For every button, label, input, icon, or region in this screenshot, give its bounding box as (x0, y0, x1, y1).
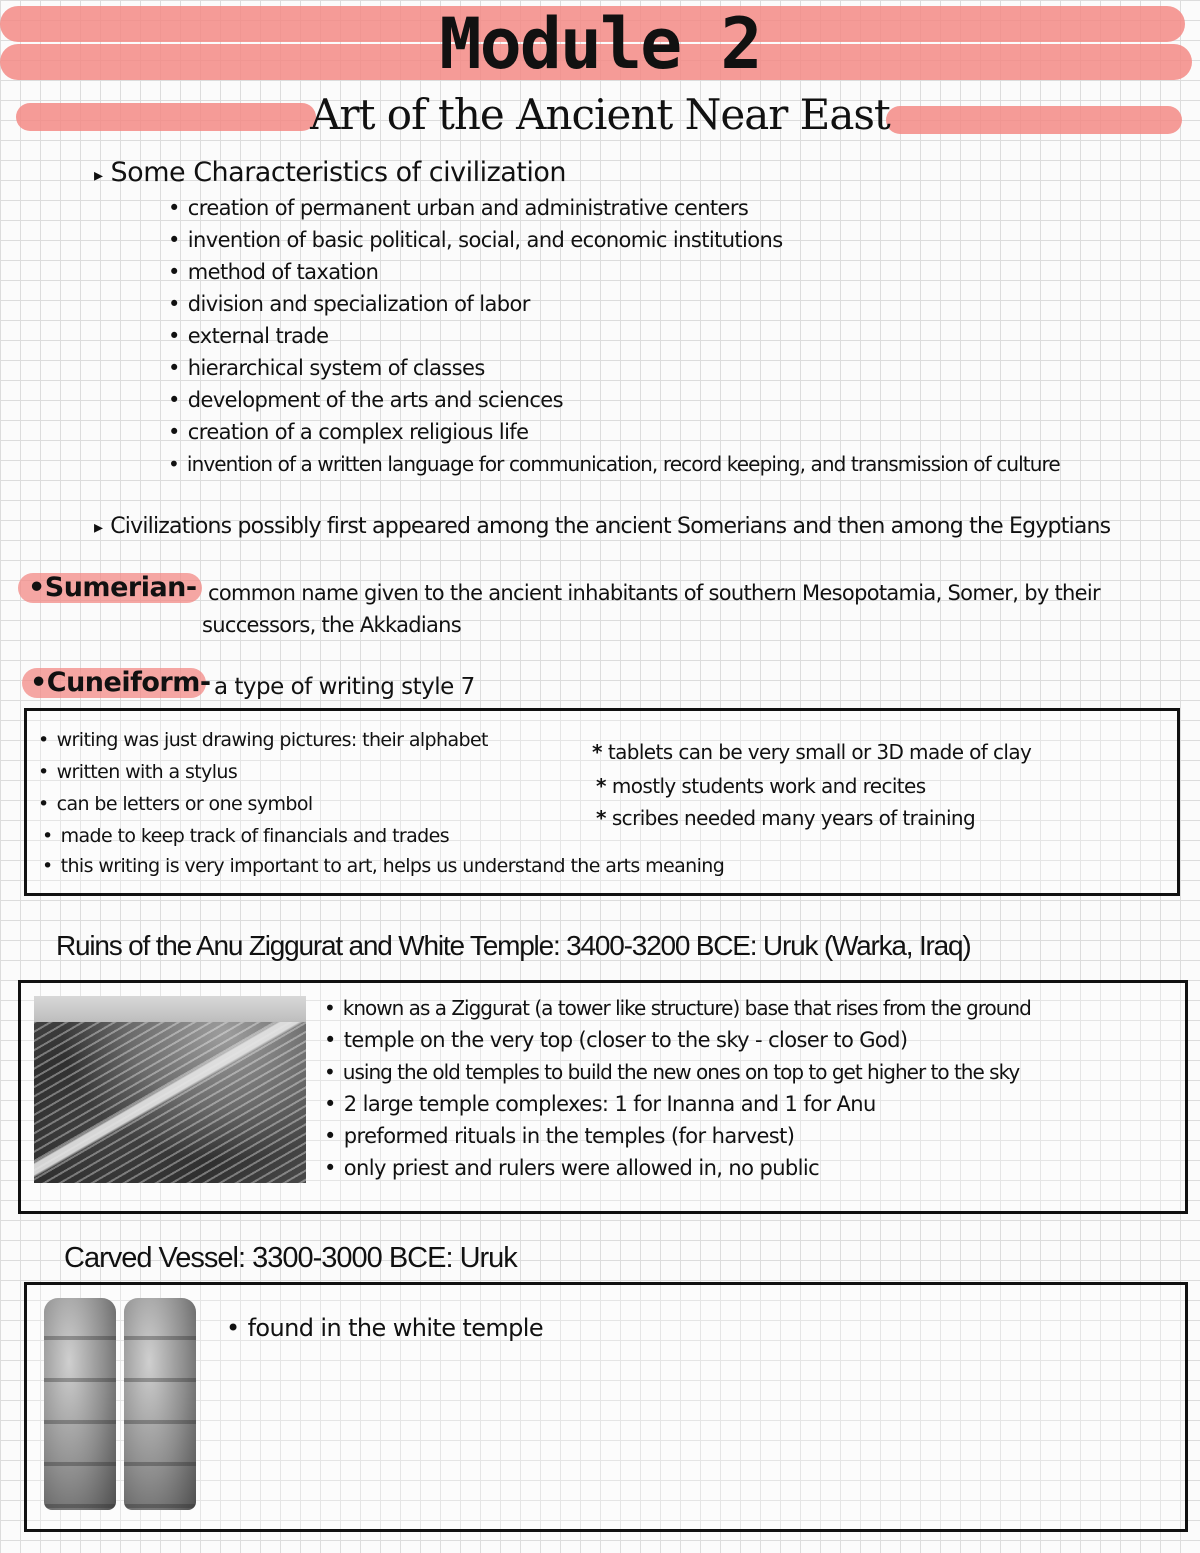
characteristics-heading: ▸ Some Characteristics of civilization (94, 158, 566, 191)
characteristic-item: • invention of a written language for communication, record keeping, and transmission of culture (168, 448, 1060, 480)
characteristic-item: • division and specialization of labor (168, 288, 530, 320)
sumerian-definition-line1: common name given to the ancient inhabitants of southern Mesopotamia, Somer, by their (208, 581, 1100, 605)
cuneiform-term: •Cuneiform- (30, 667, 211, 698)
cuneiform-left-item: • made to keep track of financials and trades (42, 820, 449, 852)
subtitle-highlight-right (886, 106, 1182, 134)
cuneiform-left-item: • written with a stylus (38, 756, 237, 788)
characteristic-item: • hierarchical system of classes (168, 352, 485, 384)
characteristic-item: • development of the arts and sciences (168, 384, 563, 416)
characteristic-item: • invention of basic political, social, and economic institutions (168, 224, 783, 256)
ziggurat-item: • known as a Ziggurat (a tower like structure) base that rises from the ground (324, 992, 1031, 1024)
carved-vessel-photo-side (124, 1298, 196, 1510)
cuneiform-right-item: * tablets can be very small or 3D made of clay (592, 736, 1031, 768)
characteristic-item: • creation of a complex religious life (168, 416, 528, 448)
characteristic-item: • method of taxation (168, 256, 378, 288)
cuneiform-left-item: • this writing is very important to art, helps us understand the arts meaning (42, 850, 724, 882)
cuneiform-left-item: • can be letters or one symbol (38, 788, 313, 820)
cuneiform-right-item: * mostly students work and recites (596, 770, 926, 802)
cuneiform-term-text: Cuneiform- (46, 667, 211, 698)
sumerian-term: •Sumerian- (28, 572, 197, 603)
vessel-heading: Carved Vessel: 3300-3000 BCE: Uruk (64, 1242, 517, 1274)
characteristic-item: • creation of permanent urban and administrative centers (168, 192, 748, 224)
cuneiform-right-item: * scribes needed many years of training (596, 802, 975, 834)
ziggurat-item: • preformed rituals in the temples (for harvest) (324, 1120, 794, 1152)
ziggurat-item: • only priest and rulers were allowed in, no public (324, 1152, 819, 1184)
vessel-item: • found in the white temple (226, 1312, 543, 1344)
civilizations-note: ▸ Civilizations possibly first appeared among the ancient Somerians and then among the Egyptians (94, 512, 1110, 543)
sumerian-term-text: Sumerian- (44, 572, 197, 603)
page-subtitle: Art of the Ancient Near East (310, 90, 890, 139)
ziggurat-ruins-photo (34, 996, 306, 1183)
ziggurat-item: • 2 large temple complexes: 1 for Inanna and 1 for Anu (324, 1088, 876, 1120)
cuneiform-left-item: • writing was just drawing pictures: their alphabet (38, 724, 488, 756)
vessel-box (24, 1282, 1188, 1532)
carved-vessel-photo-front (44, 1298, 116, 1510)
characteristic-item: • external trade (168, 320, 328, 352)
subtitle-highlight-left (16, 103, 316, 131)
sumerian-definition-line2: successors, the Akkadians (202, 613, 462, 637)
ziggurat-heading: Ruins of the Anu Ziggurat and White Temple: 3400-3200 BCE: Uruk (Warka, Iraq) (56, 930, 971, 961)
ziggurat-item: • temple on the very top (closer to the sky - closer to God) (324, 1024, 908, 1056)
page-title: Module 2 (439, 3, 761, 85)
cuneiform-definition: a type of writing style 7 (214, 674, 475, 700)
ziggurat-item: • using the old temples to build the new ones on top to get higher to the sky (324, 1056, 1019, 1088)
